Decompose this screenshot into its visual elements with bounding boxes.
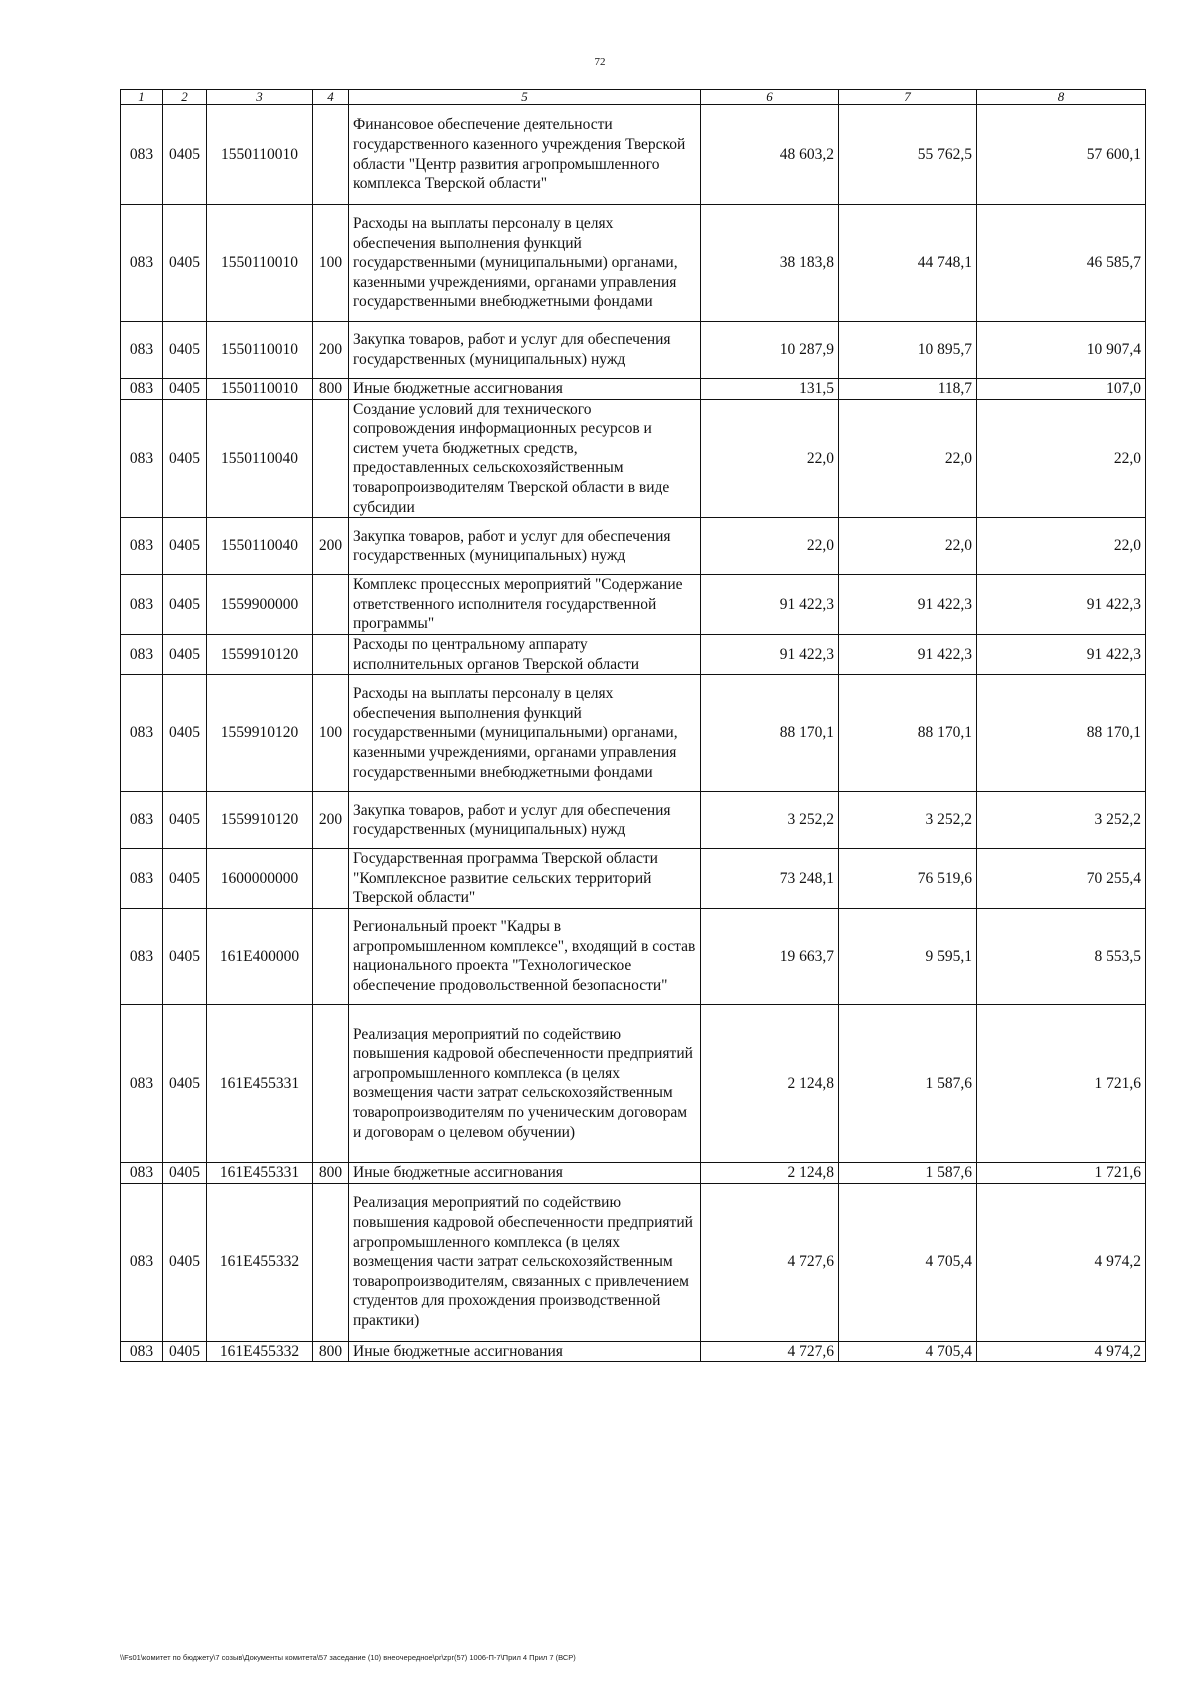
- amount-col6-cell: 10 287,9: [701, 322, 839, 379]
- target-article-cell: 1550110040: [207, 518, 313, 575]
- column-number-3: 3: [207, 90, 313, 105]
- amount-col7-cell: 9 595,1: [839, 908, 977, 1004]
- item-name-cell: Иные бюджетные ассигнования: [349, 379, 701, 400]
- expense-type-cell: [313, 1004, 349, 1162]
- agency-code-cell: 083: [121, 1004, 163, 1162]
- amount-col7-cell: 118,7: [839, 379, 977, 400]
- amount-col8-cell: 1 721,6: [977, 1004, 1146, 1162]
- item-name-cell: Реализация мероприятий по содействию повышения кадровой обеспеченности предприятий агропромышленного комплекса (в целях возмещения части затрат сельскохозяйственным товаропроизводителям, связанных с привлечением студентов для прохождения производственной практики): [349, 1183, 701, 1341]
- column-number-6: 6: [701, 90, 839, 105]
- section-code-cell: 0405: [163, 205, 207, 322]
- amount-col7-cell: 10 895,7: [839, 322, 977, 379]
- target-article-cell: 1559910120: [207, 792, 313, 849]
- expense-type-cell: [313, 634, 349, 674]
- agency-code-cell: 083: [121, 908, 163, 1004]
- table-row: [121, 675, 1146, 792]
- amount-col7-cell: 4 705,4: [839, 1341, 977, 1362]
- amount-col6-cell: 4 727,6: [701, 1341, 839, 1362]
- section-code-cell: 0405: [163, 322, 207, 379]
- amount-col6-cell: 22,0: [701, 399, 839, 518]
- item-name-cell: Реализация мероприятий по содействию повышения кадровой обеспеченности предприятий агропромышленного комплекса (в целях возмещения части затрат сельскохозяйственным товаропроизводителям по ученическим договорам и договорам о целевом обучении): [349, 1004, 701, 1162]
- agency-code-cell: 083: [121, 675, 163, 792]
- amount-col8-cell: 8 553,5: [977, 908, 1146, 1004]
- table-row: [121, 575, 1146, 635]
- amount-col7-cell: 88 170,1: [839, 675, 977, 792]
- column-number-2: 2: [163, 90, 207, 105]
- agency-code-cell: 083: [121, 792, 163, 849]
- expense-type-cell: [313, 849, 349, 909]
- item-name-cell: Финансовое обеспечение деятельности государственного казенного учреждения Тверской области "Центр развития агропромышленного комплекса Тверской области": [349, 105, 701, 205]
- item-name-cell: Региональный проект "Кадры в агропромышленном комплексе", входящий в состав национального проекта "Технологическое обеспечение продовольственной безопасности": [349, 908, 701, 1004]
- column-number-7: 7: [839, 90, 977, 105]
- amount-col7-cell: 55 762,5: [839, 105, 977, 205]
- target-article-cell: 161E400000: [207, 908, 313, 1004]
- agency-code-cell: 083: [121, 379, 163, 400]
- column-number-5: 5: [349, 90, 701, 105]
- expense-type-cell: [313, 575, 349, 635]
- agency-code-cell: 083: [121, 205, 163, 322]
- amount-col8-cell: 22,0: [977, 518, 1146, 575]
- table-row: [121, 792, 1146, 849]
- amount-col6-cell: 2 124,8: [701, 1004, 839, 1162]
- table-row: [121, 399, 1146, 518]
- table-row: [121, 322, 1146, 379]
- expense-type-cell: 800: [313, 379, 349, 400]
- amount-col8-cell: 3 252,2: [977, 792, 1146, 849]
- item-name-cell: Расходы по центральному аппарату исполнительных органов Тверской области: [349, 634, 701, 674]
- amount-col8-cell: 57 600,1: [977, 105, 1146, 205]
- section-code-cell: 0405: [163, 105, 207, 205]
- table-row: [121, 205, 1146, 322]
- agency-code-cell: 083: [121, 634, 163, 674]
- section-code-cell: 0405: [163, 849, 207, 909]
- target-article-cell: 161E455332: [207, 1341, 313, 1362]
- section-code-cell: 0405: [163, 675, 207, 792]
- amount-col7-cell: 1 587,6: [839, 1162, 977, 1183]
- amount-col6-cell: 19 663,7: [701, 908, 839, 1004]
- target-article-cell: 1550110010: [207, 105, 313, 205]
- amount-col7-cell: 3 252,2: [839, 792, 977, 849]
- footer-file-path: \\Fs01\комитет по бюджету\7 созыв\Документы комитета\57 заседание (10) внеочередное\pr\zpr(57) 1006-П-7\Прил 4 Прил 7 (ВСР): [120, 1653, 576, 1662]
- table-row: [121, 1004, 1146, 1162]
- table-row: [121, 908, 1146, 1004]
- section-code-cell: 0405: [163, 1162, 207, 1183]
- section-code-cell: 0405: [163, 1004, 207, 1162]
- expense-type-cell: [313, 105, 349, 205]
- agency-code-cell: 083: [121, 1162, 163, 1183]
- agency-code-cell: 083: [121, 322, 163, 379]
- amount-col6-cell: 91 422,3: [701, 634, 839, 674]
- amount-col6-cell: 22,0: [701, 518, 839, 575]
- section-code-cell: 0405: [163, 575, 207, 635]
- page-number: 72: [594, 56, 606, 68]
- target-article-cell: 1559910120: [207, 634, 313, 674]
- item-name-cell: Создание условий для технического сопровождения информационных ресурсов и систем учета бюджетных средств, предоставленных сельскохозяйственным товаропроизводителям Тверской области в виде субсидии: [349, 399, 701, 518]
- amount-col7-cell: 1 587,6: [839, 1004, 977, 1162]
- item-name-cell: Закупка товаров, работ и услуг для обеспечения государственных (муниципальных) нужд: [349, 792, 701, 849]
- amount-col8-cell: 22,0: [977, 399, 1146, 518]
- amount-col8-cell: 1 721,6: [977, 1162, 1146, 1183]
- amount-col8-cell: 91 422,3: [977, 575, 1146, 635]
- expense-type-cell: [313, 399, 349, 518]
- section-code-cell: 0405: [163, 1183, 207, 1341]
- amount-col7-cell: 91 422,3: [839, 575, 977, 635]
- amount-col6-cell: 91 422,3: [701, 575, 839, 635]
- table-row: [121, 1162, 1146, 1183]
- target-article-cell: 1600000000: [207, 849, 313, 909]
- amount-col7-cell: 22,0: [839, 518, 977, 575]
- agency-code-cell: 083: [121, 399, 163, 518]
- amount-col8-cell: 107,0: [977, 379, 1146, 400]
- section-code-cell: 0405: [163, 399, 207, 518]
- amount-col7-cell: 91 422,3: [839, 634, 977, 674]
- amount-col6-cell: 3 252,2: [701, 792, 839, 849]
- column-number-1: 1: [121, 90, 163, 105]
- section-code-cell: 0405: [163, 518, 207, 575]
- item-name-cell: Расходы на выплаты персоналу в целях обеспечения выполнения функций государственными (муниципальными) органами, казенными учреждениями, органами управления государственными внебюджетными фондами: [349, 675, 701, 792]
- amount-col8-cell: 46 585,7: [977, 205, 1146, 322]
- section-code-cell: 0405: [163, 908, 207, 1004]
- target-article-cell: 1550110040: [207, 399, 313, 518]
- target-article-cell: 161E455332: [207, 1183, 313, 1341]
- amount-col6-cell: 4 727,6: [701, 1183, 839, 1341]
- expense-type-cell: [313, 908, 349, 1004]
- target-article-cell: 1550110010: [207, 322, 313, 379]
- amount-col7-cell: 44 748,1: [839, 205, 977, 322]
- target-article-cell: 1559910120: [207, 675, 313, 792]
- item-name-cell: Закупка товаров, работ и услуг для обеспечения государственных (муниципальных) нужд: [349, 518, 701, 575]
- amount-col8-cell: 10 907,4: [977, 322, 1146, 379]
- item-name-cell: Иные бюджетные ассигнования: [349, 1341, 701, 1362]
- amount-col6-cell: 48 603,2: [701, 105, 839, 205]
- budget-table: [120, 89, 1146, 1362]
- target-article-cell: 161E455331: [207, 1162, 313, 1183]
- agency-code-cell: 083: [121, 849, 163, 909]
- amount-col6-cell: 88 170,1: [701, 675, 839, 792]
- table-body: [121, 105, 1146, 1362]
- table-row: [121, 634, 1146, 674]
- item-name-cell: Комплекс процессных мероприятий "Содержание ответственного исполнителя государственной программы": [349, 575, 701, 635]
- amount-col8-cell: 91 422,3: [977, 634, 1146, 674]
- table-row: [121, 849, 1146, 909]
- amount-col8-cell: 4 974,2: [977, 1341, 1146, 1362]
- agency-code-cell: 083: [121, 518, 163, 575]
- agency-code-cell: 083: [121, 1341, 163, 1362]
- table-row: [121, 379, 1146, 400]
- expense-type-cell: 100: [313, 675, 349, 792]
- item-name-cell: Расходы на выплаты персоналу в целях обеспечения выполнения функций государственными (муниципальными) органами, казенными учреждениями, органами управления государственными внебюджетными фондами: [349, 205, 701, 322]
- amount-col6-cell: 73 248,1: [701, 849, 839, 909]
- amount-col7-cell: 4 705,4: [839, 1183, 977, 1341]
- section-code-cell: 0405: [163, 1341, 207, 1362]
- column-number-8: 8: [977, 90, 1146, 105]
- item-name-cell: Закупка товаров, работ и услуг для обеспечения государственных (муниципальных) нужд: [349, 322, 701, 379]
- expense-type-cell: 200: [313, 518, 349, 575]
- section-code-cell: 0405: [163, 792, 207, 849]
- amount-col7-cell: 22,0: [839, 399, 977, 518]
- item-name-cell: Иные бюджетные ассигнования: [349, 1162, 701, 1183]
- agency-code-cell: 083: [121, 105, 163, 205]
- amount-col7-cell: 76 519,6: [839, 849, 977, 909]
- expense-type-cell: 800: [313, 1162, 349, 1183]
- amount-col8-cell: 70 255,4: [977, 849, 1146, 909]
- amount-col6-cell: 131,5: [701, 379, 839, 400]
- amount-col6-cell: 2 124,8: [701, 1162, 839, 1183]
- table-row: [121, 105, 1146, 205]
- target-article-cell: 161E455331: [207, 1004, 313, 1162]
- expense-type-cell: 200: [313, 322, 349, 379]
- agency-code-cell: 083: [121, 1183, 163, 1341]
- expense-type-cell: [313, 1183, 349, 1341]
- target-article-cell: 1559900000: [207, 575, 313, 635]
- amount-col8-cell: 4 974,2: [977, 1183, 1146, 1341]
- amount-col6-cell: 38 183,8: [701, 205, 839, 322]
- table-row: [121, 518, 1146, 575]
- amount-col8-cell: 88 170,1: [977, 675, 1146, 792]
- section-code-cell: 0405: [163, 379, 207, 400]
- target-article-cell: 1550110010: [207, 379, 313, 400]
- target-article-cell: 1550110010: [207, 205, 313, 322]
- expense-type-cell: 800: [313, 1341, 349, 1362]
- column-number-row: [121, 90, 1146, 105]
- section-code-cell: 0405: [163, 634, 207, 674]
- expense-type-cell: 100: [313, 205, 349, 322]
- expense-type-cell: 200: [313, 792, 349, 849]
- column-number-4: 4: [313, 90, 349, 105]
- table-row: [121, 1341, 1146, 1362]
- item-name-cell: Государственная программа Тверской области "Комплексное развитие сельских территорий Тверской области": [349, 849, 701, 909]
- table-row: [121, 1183, 1146, 1341]
- agency-code-cell: 083: [121, 575, 163, 635]
